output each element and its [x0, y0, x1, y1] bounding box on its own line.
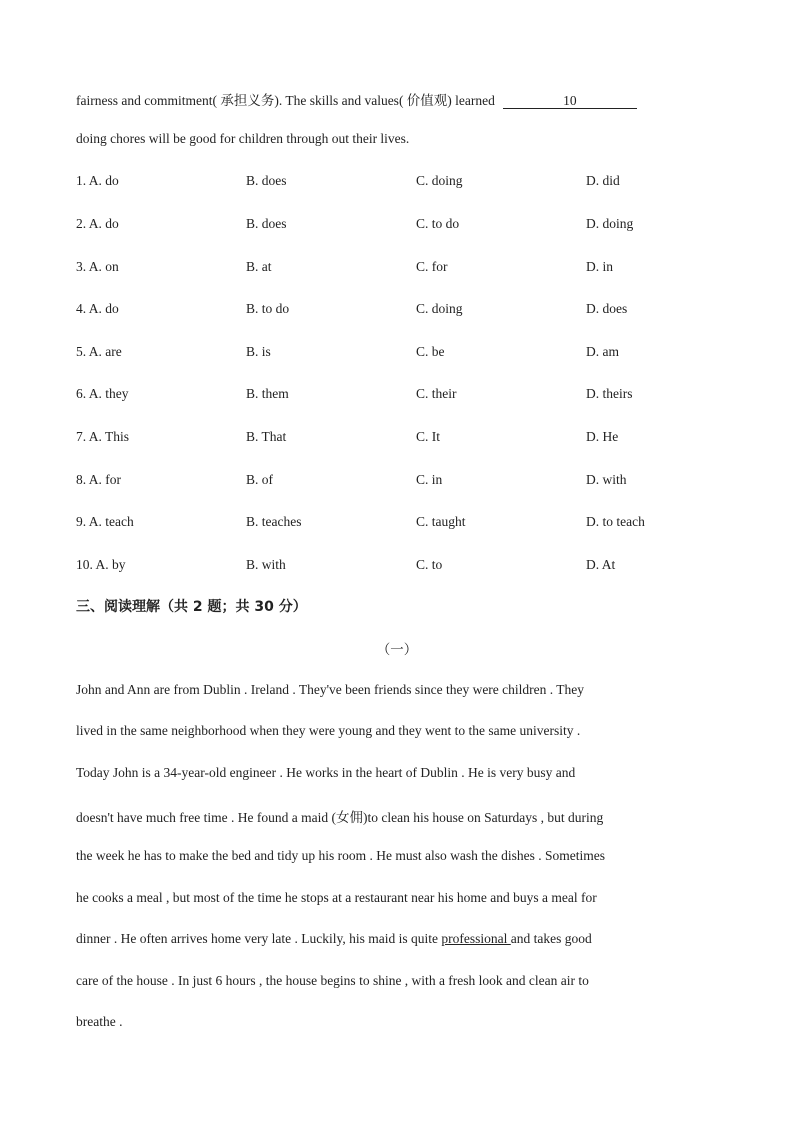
option-a: 7. A. This — [76, 429, 130, 444]
option-d: D. with — [586, 472, 627, 487]
option-b: B. is — [246, 344, 271, 359]
option-b: B. at — [246, 259, 272, 274]
option-row — [76, 429, 716, 447]
option-a: 4. A. do — [76, 301, 119, 316]
option-c: C. to do — [416, 216, 460, 231]
option-d: D. theirs — [586, 386, 633, 401]
option-b: B. That — [246, 429, 287, 444]
option-row — [76, 386, 716, 404]
option-b: B. with — [246, 557, 286, 572]
option-row — [76, 344, 716, 362]
option-b: B. to do — [246, 301, 290, 316]
option-row — [76, 173, 716, 191]
cloze-text: fairness and commitment( 承担义务). The skills and values( 价值观) learned — [76, 93, 495, 108]
answer-blank-10: 10 — [503, 94, 637, 109]
option-c: C. taught — [416, 514, 466, 529]
option-d: D. to teach — [586, 514, 645, 529]
option-d: D. am — [586, 344, 619, 359]
passage-line: Today John is a 34-year-old engineer . He works in the heart of Dublin . He is very busy and — [76, 765, 576, 780]
passage-line: doesn't have much free time . He found a maid (女佣)to clean his house on Saturdays , but during — [76, 810, 604, 825]
option-a: 9. A. teach — [76, 514, 134, 529]
passage-line: lived in the same neighborhood when they were young and they went to the same university . — [76, 723, 581, 738]
passage-line: the week he has to make the bed and tidy up his room . He must also wash the dishes . Sometimes — [76, 848, 606, 863]
passage-line — [76, 931, 592, 947]
option-a: 2. A. do — [76, 216, 119, 231]
passage-text: and takes good — [510, 931, 592, 946]
option-c: C. in — [416, 472, 443, 487]
option-d: D. in — [586, 259, 613, 274]
option-d: D. did — [586, 173, 620, 188]
option-a: 3. A. on — [76, 259, 119, 274]
option-a: 8. A. for — [76, 472, 121, 487]
option-c: C. for — [416, 259, 448, 274]
option-d: D. does — [586, 301, 628, 316]
option-row — [76, 514, 716, 532]
option-d: D. He — [586, 429, 619, 444]
passage-line: care of the house . In just 6 hours , the house begins to shine , with a fresh look and clean air to — [76, 973, 589, 988]
option-b: B. teaches — [246, 514, 302, 529]
option-c: C. their — [416, 386, 457, 401]
option-a: 10. A. by — [76, 557, 126, 572]
option-b: B. does — [246, 216, 287, 231]
section-title: 三、阅读理解（共 2 题；共 30 分） — [76, 599, 307, 615]
option-c: C. doing — [416, 173, 463, 188]
option-row — [76, 259, 716, 277]
passage-line: John and Ann are from Dublin . Ireland . They've been friends since they were children . They — [76, 682, 585, 697]
passage-subtitle: （一） — [376, 642, 418, 657]
option-c: C. to — [416, 557, 443, 572]
option-b: B. does — [246, 173, 287, 188]
option-row — [76, 301, 716, 319]
option-d: D. At — [586, 557, 616, 572]
option-c: C. doing — [416, 301, 463, 316]
underlined-word: professional — [441, 931, 511, 946]
option-d: D. doing — [586, 216, 634, 231]
option-c: C. be — [416, 344, 445, 359]
option-row — [76, 472, 716, 490]
option-a: 1. A. do — [76, 173, 119, 188]
option-row — [76, 557, 716, 575]
passage-line: he cooks a meal , but most of the time he stops at a restaurant near his home and buys a meal for — [76, 890, 597, 905]
passage-line: breathe . — [76, 1014, 123, 1029]
option-row — [76, 216, 716, 234]
option-a: 5. A. are — [76, 344, 122, 359]
cloze-line-1 — [76, 89, 637, 109]
option-a: 6. A. they — [76, 386, 129, 401]
cloze-line-2: doing chores will be good for children through out their lives. — [76, 131, 410, 146]
option-c: C. It — [416, 429, 441, 444]
passage-text: dinner . He often arrives home very late . Luckily, his maid is quite — [76, 931, 442, 946]
option-b: B. them — [246, 386, 289, 401]
option-b: B. of — [246, 472, 273, 487]
